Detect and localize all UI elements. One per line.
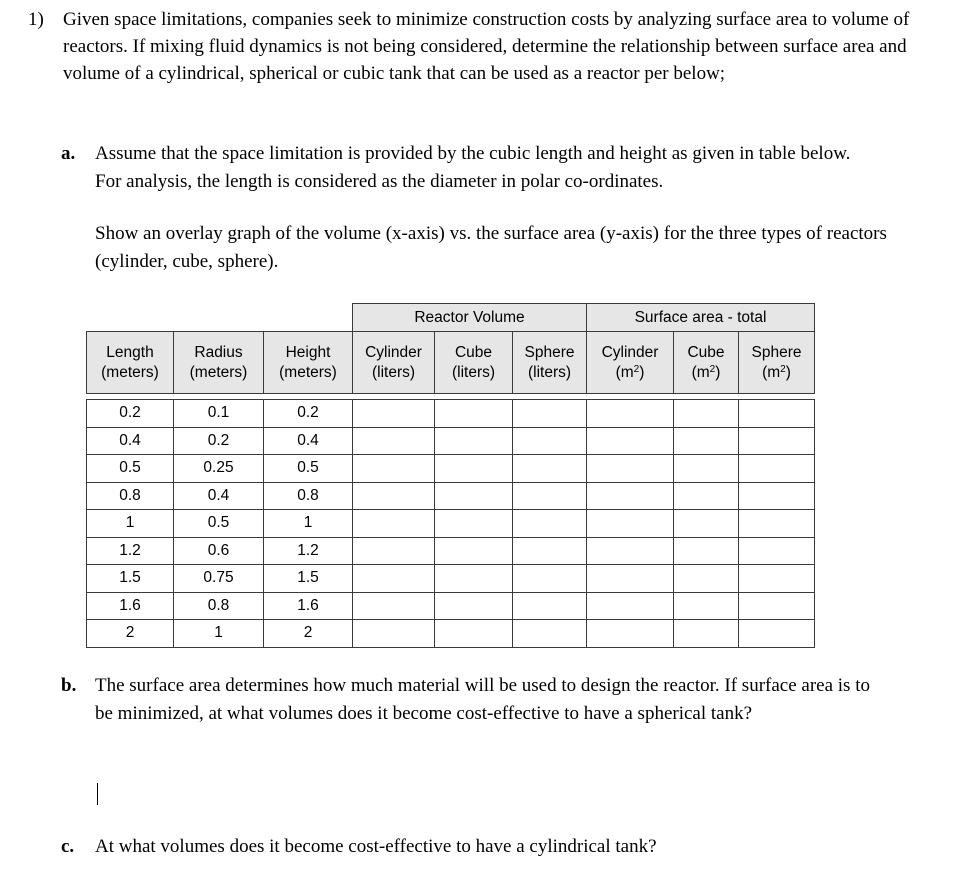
question-text: Given space limitations, companies seek to minimize construction costs by analyzing surface area to volume of reactors. If mixing fluid dynamics is not being considered, determine the relationship between surface area and volume of a cylindrical, spherical or cubic tank that can be used as a reactor per below;	[63, 9, 910, 84]
empty-answer-cell[interactable]	[435, 565, 513, 593]
empty-answer-cell[interactable]	[739, 565, 815, 593]
empty-answer-cell[interactable]	[674, 510, 739, 538]
table-cell: 0.4	[87, 427, 174, 455]
table-row	[87, 565, 815, 593]
column-header	[353, 332, 435, 394]
empty-answer-cell[interactable]	[739, 400, 815, 428]
column-header-row	[87, 332, 815, 394]
column-header-unit	[435, 363, 512, 383]
table-cell: 0.75	[174, 565, 264, 593]
question-number: 1)	[28, 9, 44, 30]
empty-answer-cell[interactable]	[739, 427, 815, 455]
unit-superscript: 2	[709, 363, 716, 375]
empty-answer-cell[interactable]	[739, 537, 815, 565]
table-row	[87, 592, 815, 620]
empty-answer-cell[interactable]	[435, 400, 513, 428]
question-1	[28, 6, 928, 87]
empty-answer-cell[interactable]	[513, 565, 587, 593]
table-cell: 0.2	[264, 400, 353, 428]
column-header	[435, 332, 513, 394]
column-header	[587, 332, 674, 394]
column-header-name: Radius	[194, 343, 243, 361]
column-header-unit	[264, 363, 352, 383]
part-a-instruction: Show an overlay graph of the volume (x-axis) vs. the surface area (y-axis) for the three types of reactors (cylinder, cube, sphere).	[95, 223, 887, 272]
table-cell: 1.5	[87, 565, 174, 593]
table-cell: 1	[174, 620, 264, 648]
empty-answer-cell[interactable]	[674, 400, 739, 428]
empty-answer-cell[interactable]	[353, 427, 435, 455]
unit-superscript: 2	[633, 363, 640, 375]
table-cell: 0.5	[174, 510, 264, 538]
column-header-unit	[587, 363, 673, 383]
empty-answer-cell[interactable]	[587, 482, 674, 510]
empty-answer-cell[interactable]	[587, 400, 674, 428]
part-b	[61, 672, 881, 728]
empty-answer-cell[interactable]	[587, 510, 674, 538]
table-cell: 0.8	[87, 482, 174, 510]
empty-answer-cell[interactable]	[513, 427, 587, 455]
empty-answer-cell[interactable]	[435, 427, 513, 455]
table-cell: 2	[264, 620, 353, 648]
empty-answer-cell[interactable]	[674, 620, 739, 648]
empty-answer-cell[interactable]	[435, 455, 513, 483]
empty-answer-cell[interactable]	[674, 537, 739, 565]
empty-answer-cell[interactable]	[739, 482, 815, 510]
empty-answer-cell[interactable]	[353, 565, 435, 593]
part-c-label: c.	[61, 836, 75, 857]
empty-answer-cell[interactable]	[513, 482, 587, 510]
empty-answer-cell[interactable]	[739, 455, 815, 483]
part-a	[61, 140, 881, 196]
table-cell: 1.6	[264, 592, 353, 620]
empty-answer-cell[interactable]	[353, 510, 435, 538]
unit-text: (m	[615, 363, 634, 381]
column-header-unit	[174, 363, 263, 383]
column-header-name: Cylinder	[365, 343, 422, 361]
column-header-unit	[674, 363, 738, 383]
table-cell: 1.6	[87, 592, 174, 620]
column-header-unit	[513, 363, 586, 383]
empty-answer-cell[interactable]	[435, 482, 513, 510]
column-header-name: Cylinder	[601, 343, 659, 361]
table-cell: 0.8	[264, 482, 353, 510]
column-header	[674, 332, 739, 394]
column-header-name: Sphere	[751, 343, 802, 361]
empty-answer-cell[interactable]	[435, 592, 513, 620]
empty-answer-cell[interactable]	[587, 455, 674, 483]
table-row	[87, 482, 815, 510]
empty-answer-cell[interactable]	[587, 565, 674, 593]
reactor-table	[86, 303, 815, 648]
unit-text: (liters)	[451, 363, 496, 381]
column-header	[264, 332, 353, 394]
column-header-unit	[353, 363, 434, 383]
empty-answer-cell[interactable]	[513, 592, 587, 620]
column-header	[87, 332, 174, 394]
empty-answer-cell[interactable]	[587, 427, 674, 455]
column-header-name: Sphere	[524, 343, 575, 361]
column-header-name: Height	[285, 343, 331, 361]
empty-answer-cell[interactable]	[674, 592, 739, 620]
column-header-name: Cube	[454, 343, 493, 361]
empty-answer-cell[interactable]	[587, 620, 674, 648]
empty-answer-cell[interactable]	[513, 620, 587, 648]
part-b-label: b.	[61, 675, 77, 696]
empty-answer-cell[interactable]	[674, 482, 739, 510]
empty-answer-cell[interactable]	[435, 537, 513, 565]
table-cell: 0.25	[174, 455, 264, 483]
empty-answer-cell[interactable]	[513, 510, 587, 538]
column-header	[739, 332, 815, 394]
table-cell: 1	[264, 510, 353, 538]
text-cursor[interactable]	[97, 783, 98, 805]
group-header-surface: Surface area - total	[587, 304, 815, 332]
unit-text: (meters)	[279, 363, 337, 381]
empty-answer-cell[interactable]	[739, 510, 815, 538]
unit-close: )	[785, 363, 791, 381]
table-row	[87, 620, 815, 648]
empty-answer-cell[interactable]	[435, 510, 513, 538]
column-header	[513, 332, 587, 394]
table-cell: 0.5	[264, 455, 353, 483]
unit-text: (liters)	[371, 363, 416, 381]
empty-answer-cell[interactable]	[353, 455, 435, 483]
table-row	[87, 510, 815, 538]
table-cell: 1	[87, 510, 174, 538]
table-cell: 1.2	[264, 537, 353, 565]
table-row	[87, 455, 815, 483]
column-header-name: Length	[106, 343, 154, 361]
empty-answer-cell[interactable]	[674, 427, 739, 455]
unit-text: (m	[762, 363, 781, 381]
unit-close: )	[715, 363, 721, 381]
empty-answer-cell[interactable]	[353, 482, 435, 510]
unit-text: (meters)	[101, 363, 159, 381]
table-cell: 1.2	[87, 537, 174, 565]
empty-answer-cell[interactable]	[587, 537, 674, 565]
empty-answer-cell[interactable]	[353, 400, 435, 428]
table-cell: 1.5	[264, 565, 353, 593]
table-cell: 0.4	[264, 427, 353, 455]
table-row	[87, 537, 815, 565]
group-header-row	[87, 304, 815, 332]
empty-answer-cell[interactable]	[353, 537, 435, 565]
empty-answer-cell[interactable]	[674, 565, 739, 593]
empty-answer-cell[interactable]	[353, 620, 435, 648]
unit-text: (liters)	[527, 363, 572, 381]
table-cell: 0.4	[174, 482, 264, 510]
empty-answer-cell[interactable]	[435, 620, 513, 648]
unit-text: (m	[691, 363, 710, 381]
column-header-unit	[87, 363, 173, 383]
part-c-text: At what volumes does it become cost-effective to have a cylindrical tank?	[95, 836, 657, 857]
table-cell: 0.1	[174, 400, 264, 428]
group-header-volume: Reactor Volume	[353, 304, 587, 332]
empty-answer-cell[interactable]	[739, 592, 815, 620]
table-row	[87, 427, 815, 455]
part-c	[61, 833, 881, 861]
column-header-unit	[739, 363, 814, 383]
table-cell: 0.6	[174, 537, 264, 565]
part-b-text: The surface area determines how much material will be used to design the reactor. If surface area is to be minimized, at what volumes does it become cost-effective to have a spherical tank?	[95, 675, 870, 724]
column-header-name: Cube	[687, 343, 725, 361]
empty-answer-cell[interactable]	[513, 455, 587, 483]
empty-answer-cell[interactable]	[587, 592, 674, 620]
empty-answer-cell[interactable]	[513, 400, 587, 428]
unit-close: )	[639, 363, 645, 381]
table-cell: 0.5	[87, 455, 174, 483]
empty-answer-cell[interactable]	[674, 455, 739, 483]
table-row	[87, 400, 815, 428]
table-cell: 0.2	[87, 400, 174, 428]
table-cell: 0.2	[174, 427, 264, 455]
empty-answer-cell[interactable]	[353, 592, 435, 620]
empty-answer-cell[interactable]	[739, 620, 815, 648]
empty-answer-cell[interactable]	[513, 537, 587, 565]
unit-text: (meters)	[189, 363, 248, 381]
table-cell: 2	[87, 620, 174, 648]
part-a-label: a.	[61, 143, 76, 164]
column-header	[174, 332, 264, 394]
part-a-text: Assume that the space limitation is provided by the cubic length and height as given in table below. For analysis, the length is considered as the diameter in polar co-ordinates.	[95, 143, 851, 192]
table-cell: 0.8	[174, 592, 264, 620]
unit-superscript: 2	[780, 363, 786, 375]
